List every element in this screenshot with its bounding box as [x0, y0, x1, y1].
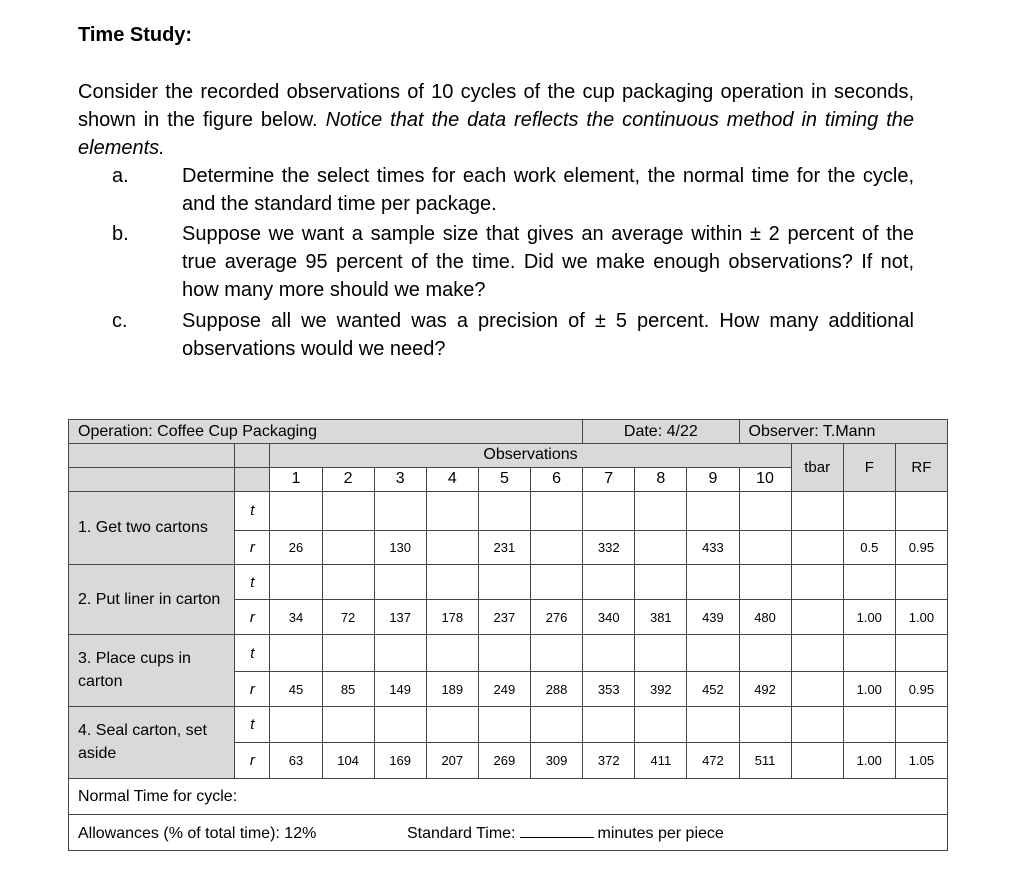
r-value-cell: 472 [687, 743, 739, 778]
question-letter: c. [112, 310, 128, 332]
tbar-cell [791, 672, 843, 706]
r-value-cell: 511 [739, 743, 791, 778]
t-label: t [235, 706, 270, 743]
t-value-cell [583, 491, 635, 530]
rf-cell: 1.05 [895, 743, 947, 778]
t-value-cell [530, 491, 582, 530]
observation-number: 2 [322, 467, 374, 491]
t-value-cell [322, 491, 374, 530]
intro-emphasis: Notice that the data reflects the continuous method in timing the elements. [78, 109, 915, 159]
t-value-cell [426, 706, 478, 743]
t-value-cell [791, 564, 843, 599]
element-name: 2. Put liner in carton [69, 564, 235, 634]
blank-cell [235, 444, 270, 467]
t-value-cell [791, 634, 843, 672]
r-label: r [235, 530, 270, 564]
observation-number: 3 [374, 467, 426, 491]
r-value-cell: 130 [374, 530, 426, 564]
r-value-cell: 207 [426, 743, 478, 778]
normal-time-label: Normal Time for cycle: [69, 778, 948, 815]
element-t-row [69, 706, 948, 743]
r-value-cell: 392 [635, 672, 687, 706]
r-value-cell: 381 [635, 600, 687, 634]
page-heading: Time Study: [78, 24, 193, 46]
r-value-cell: 137 [374, 600, 426, 634]
r-value-cell: 433 [687, 530, 739, 564]
r-value-cell: 169 [374, 743, 426, 778]
t-value-cell [739, 564, 791, 599]
r-label: r [235, 743, 270, 778]
r-value-cell: 372 [583, 743, 635, 778]
t-value-cell [478, 706, 530, 743]
r-value-cell: 309 [530, 743, 582, 778]
t-value-cell [895, 706, 947, 743]
question-text: Determine the select times for each work element, the normal time for the cycle, and the standard time per package. [182, 165, 914, 215]
t-value-cell [322, 706, 374, 743]
f-cell: 1.00 [843, 743, 895, 778]
r-value-cell: 104 [322, 743, 374, 778]
t-value-cell [895, 564, 947, 599]
t-value-cell [687, 706, 739, 743]
r-value-cell: 26 [270, 530, 322, 564]
r-value-cell: 249 [478, 672, 530, 706]
t-value-cell [270, 634, 322, 672]
r-label: r [235, 672, 270, 706]
element-t-row [69, 491, 948, 530]
element-name: 1. Get two cartons [69, 491, 235, 564]
t-value-cell [478, 634, 530, 672]
t-value-cell [739, 706, 791, 743]
t-value-cell [322, 634, 374, 672]
t-value-cell [791, 706, 843, 743]
element-t-row [69, 634, 948, 672]
r-value-cell: 439 [687, 600, 739, 634]
t-value-cell [739, 491, 791, 530]
t-value-cell [530, 564, 582, 599]
t-value-cell [895, 634, 947, 672]
t-value-cell [635, 706, 687, 743]
operation-cell: Operation: Coffee Cup Packaging [69, 420, 583, 444]
question-text: Suppose we want a sample size that gives an average within ± 2 percent of the true average 95 percent of the time. Did we make enough observations? If not, how many more should we make? [182, 223, 914, 301]
t-value-cell [843, 634, 895, 672]
f-cell: 0.5 [843, 530, 895, 564]
t-value-cell [895, 491, 947, 530]
date-cell: Date: 4/22 [583, 420, 739, 444]
blank-cell [69, 444, 235, 467]
observation-number: 1 [270, 467, 322, 491]
t-value-cell [426, 634, 478, 672]
t-value-cell [374, 706, 426, 743]
tbar-cell [791, 743, 843, 778]
t-value-cell [843, 706, 895, 743]
t-label: t [235, 634, 270, 672]
r-value-cell: 149 [374, 672, 426, 706]
t-label: t [235, 564, 270, 599]
t-value-cell [374, 564, 426, 599]
r-value-cell: 340 [583, 600, 635, 634]
r-value-cell: 45 [270, 672, 322, 706]
observation-number: 5 [478, 467, 530, 491]
t-value-cell [478, 564, 530, 599]
t-value-cell [374, 634, 426, 672]
tbar-cell [791, 600, 843, 634]
standard-time-label: Standard Time: [407, 824, 516, 842]
t-value-cell [426, 564, 478, 599]
r-value-cell: 332 [583, 530, 635, 564]
r-value-cell: 452 [687, 672, 739, 706]
r-value-cell: 480 [739, 600, 791, 634]
t-value-cell [583, 564, 635, 599]
observations-label: Observations [270, 444, 791, 467]
t-value-cell [583, 634, 635, 672]
r-value-cell [635, 530, 687, 564]
normal-time-row [69, 778, 948, 815]
tbar-header: tbar [791, 444, 843, 492]
r-value-cell: 189 [426, 672, 478, 706]
r-value-cell: 237 [478, 600, 530, 634]
question-letter: a. [112, 165, 129, 187]
observations-row [69, 444, 948, 467]
t-value-cell [270, 706, 322, 743]
r-value-cell [530, 530, 582, 564]
allowances-cell [69, 815, 948, 851]
t-value-cell [426, 491, 478, 530]
t-value-cell [687, 491, 739, 530]
r-value-cell: 288 [530, 672, 582, 706]
r-value-cell: 178 [426, 600, 478, 634]
t-value-cell [270, 491, 322, 530]
t-value-cell [843, 564, 895, 599]
t-value-cell [739, 634, 791, 672]
t-value-cell [635, 634, 687, 672]
t-value-cell [530, 706, 582, 743]
t-value-cell [687, 564, 739, 599]
question-letter: b. [112, 223, 129, 245]
allowances-row [69, 815, 948, 851]
blank-cell [235, 467, 270, 491]
t-value-cell [791, 491, 843, 530]
r-value-cell [322, 530, 374, 564]
t-value-cell [530, 634, 582, 672]
rf-cell: 1.00 [895, 600, 947, 634]
r-value-cell: 231 [478, 530, 530, 564]
question-text: Suppose all we wanted was a precision of ± 5 percent. How many additional observations would we need? [182, 310, 914, 360]
f-header: F [843, 444, 895, 492]
rf-header: RF [895, 444, 947, 492]
t-value-cell [478, 491, 530, 530]
observation-number: 8 [635, 467, 687, 491]
r-value-cell: 353 [583, 672, 635, 706]
r-value-cell: 411 [635, 743, 687, 778]
t-value-cell [843, 491, 895, 530]
observation-number: 4 [426, 467, 478, 491]
observer-cell: Observer: T.Mann [739, 420, 948, 444]
t-label: t [235, 491, 270, 530]
t-value-cell [635, 564, 687, 599]
f-cell: 1.00 [843, 600, 895, 634]
blank-cell [69, 467, 235, 491]
standard-time-blank [520, 823, 594, 838]
r-value-cell: 492 [739, 672, 791, 706]
t-value-cell [687, 634, 739, 672]
rf-cell: 0.95 [895, 672, 947, 706]
observation-number: 7 [583, 467, 635, 491]
r-value-cell: 269 [478, 743, 530, 778]
intro-lead: Consider the recorded observations of 10 cycles of the cup packaging operation in seconds, shown in the figure below. [78, 81, 914, 131]
observation-number: 9 [687, 467, 739, 491]
observation-number: 6 [530, 467, 582, 491]
element-name: 4. Seal carton, set aside [69, 706, 235, 778]
t-value-cell [374, 491, 426, 530]
observation-number: 10 [739, 467, 791, 491]
r-value-cell: 63 [270, 743, 322, 778]
intro-paragraph [78, 78, 914, 162]
f-cell: 1.00 [843, 672, 895, 706]
per-piece-label: minutes per piece [597, 824, 724, 842]
r-value-cell: 72 [322, 600, 374, 634]
header-row [69, 420, 948, 444]
r-value-cell [426, 530, 478, 564]
r-value-cell [739, 530, 791, 564]
element-name: 3. Place cups in carton [69, 634, 235, 706]
t-value-cell [635, 491, 687, 530]
r-label: r [235, 600, 270, 634]
rf-cell: 0.95 [895, 530, 947, 564]
time-study-table [68, 419, 948, 851]
r-value-cell: 276 [530, 600, 582, 634]
element-t-row [69, 564, 948, 599]
r-value-cell: 34 [270, 600, 322, 634]
t-value-cell [583, 706, 635, 743]
allowances-label: Allowances (% of total time): 12% [78, 824, 317, 842]
tbar-cell [791, 530, 843, 564]
t-value-cell [270, 564, 322, 599]
t-value-cell [322, 564, 374, 599]
r-value-cell: 85 [322, 672, 374, 706]
